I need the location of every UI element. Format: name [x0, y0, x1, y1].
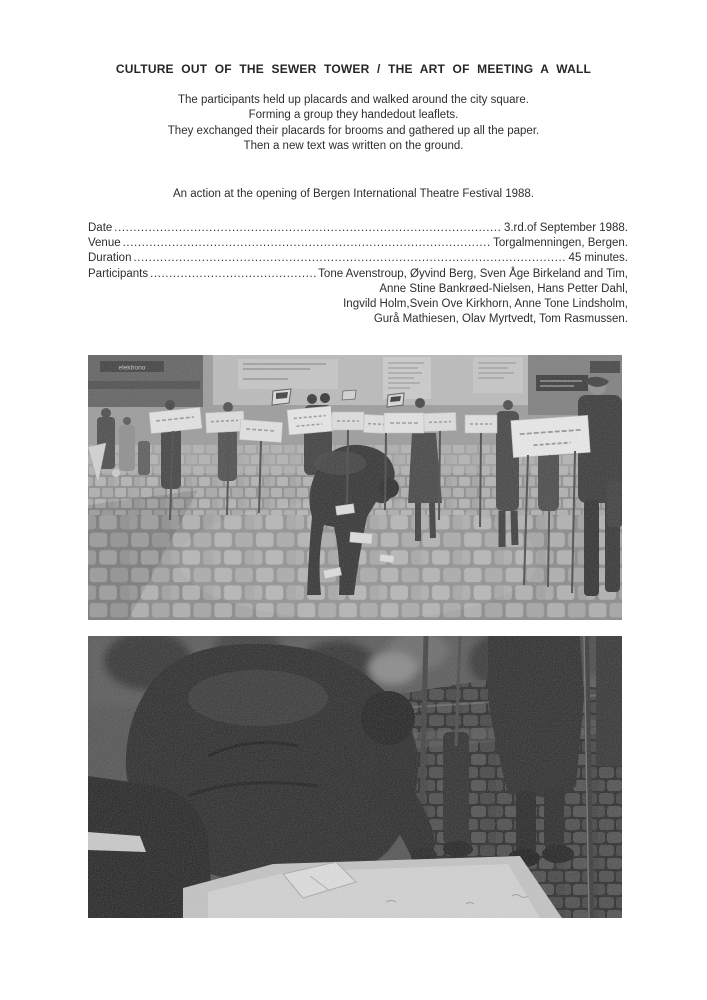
detail-row-venue	[88, 236, 628, 251]
detail-value: Tone Avenstroup, Øyvind Berg, Sven Åge Birkeland and Tim,	[318, 267, 628, 280]
details-list	[88, 221, 628, 328]
dot-leader	[133, 251, 566, 266]
photo-2-image	[88, 636, 622, 918]
intro-line: Forming a group they handedout leaflets.	[248, 109, 459, 122]
detail-label: Duration	[88, 252, 132, 265]
intro-paragraph	[0, 93, 707, 155]
intro-line: The participants held up placards and walked around the city square.	[178, 94, 529, 106]
action-statement: An action at the opening of Bergen International Theatre Festival 1988.	[172, 187, 534, 200]
detail-label: Date	[88, 221, 113, 234]
detail-label: Participants	[88, 267, 149, 280]
photo-1-image	[88, 355, 622, 620]
dot-leader	[123, 236, 491, 251]
photo-1-placard-action	[88, 355, 622, 620]
dot-leader	[150, 267, 316, 282]
detail-value: Torgalmenningen, Bergen.	[493, 236, 628, 249]
photo-column	[88, 355, 622, 918]
participants-continued: Ingvild Holm,Svein Ove Kirkhorn, Anne Tone Lindsholm,	[343, 298, 628, 311]
photo-2-writing-on-ground	[88, 636, 622, 918]
detail-label: Venue	[88, 236, 121, 249]
dot-leader	[114, 221, 502, 236]
participants-continued: Gurå Mathiesen, Olav Myrtvedt, Tom Rasmussen.	[373, 313, 628, 326]
photo-grain	[88, 355, 622, 620]
intro-line: Then a new text was written on the ground.	[243, 140, 464, 153]
page-title: CULTURE OUT OF THE SEWER TOWER / THE ART OF MEETING A WALL	[115, 62, 592, 76]
detail-row-date	[88, 221, 628, 236]
participants-continued: Anne Stine Bankrøed-Nielsen, Hans Petter Dahl,	[379, 282, 628, 295]
photo-grain	[88, 636, 622, 918]
detail-row-duration	[88, 251, 628, 266]
intro-line: They exchanged their placards for brooms and gathered up all the paper.	[167, 124, 540, 137]
detail-value: 3.rd.of September 1988.	[503, 221, 628, 234]
detail-value: 45 minutes.	[568, 252, 628, 265]
detail-row-participants	[88, 267, 628, 282]
